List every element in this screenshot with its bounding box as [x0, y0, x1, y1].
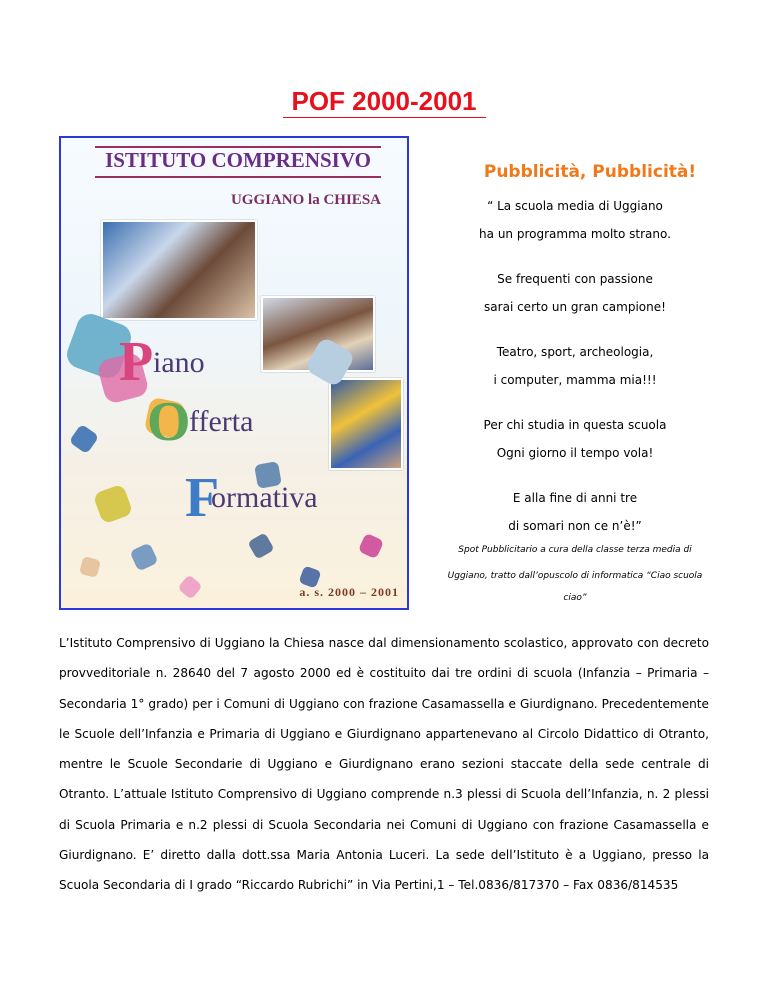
- puzzle-piece-icon: [247, 532, 274, 559]
- puzzle-piece-icon: [177, 574, 202, 599]
- poem-line: Per chi studia in questa scuola: [483, 418, 667, 432]
- poem-line: i computer, mamma mia!!!: [493, 373, 657, 387]
- title-underline: [283, 117, 486, 118]
- poem-line: ha un programma molto strano.: [479, 227, 671, 241]
- cover-letter-f: F: [185, 467, 220, 529]
- cover-word-offerta: fferta: [189, 405, 254, 438]
- puzzle-piece-icon: [92, 483, 133, 524]
- puzzle-piece-icon: [129, 542, 158, 571]
- cover-subheading: UGGIANO la CHIESA: [230, 192, 381, 208]
- ad-credit-line: Spot Pubblicitario a cura della classe terza media di: [458, 545, 692, 555]
- poem-line: Ogni giorno il tempo vola!: [496, 446, 654, 460]
- poem-line: di somari non ce n’è!”: [508, 519, 642, 533]
- puzzle-piece-icon: [79, 556, 101, 578]
- poem-line: “ La scuola media di Uggiano: [487, 199, 663, 213]
- cover-rule-top: [95, 146, 381, 148]
- cover-letter-p: P: [119, 331, 154, 393]
- poem-line: E alla fine di anni tre: [512, 491, 638, 505]
- cover-word-piano: iano: [153, 346, 205, 379]
- puzzle-piece-icon: [69, 424, 100, 455]
- cover-year: a. s. 2000 – 2001: [299, 585, 399, 599]
- cover-rule-bottom: [95, 176, 381, 178]
- body-paragraph: L’Istituto Comprensivo di Uggiano la Chiesa nasce dal dimensionamento scolastico, approvato con decreto provveditoriale n. 28640 del 7 agosto 2000 ed è costituito dai tre ordini di scuola (Infanzia – Primaria – Secondaria 1° grado) per i Comuni di Uggiano con frazione Casamassella e Giurdignano. Precedentemente le Scuole dell’Infanzia e Primaria di Uggiano e Giurdignano appartenevano al Circolo Didattico di Otranto, mentre le Scuole Secondarie di Uggiano e Giurdignano erano sezioni staccate della sede centrale di Otranto. L’attuale Istituto Comprensivo di Uggiano comprende n.3 plessi di Scuola dell’Infanzia, n. 2 plessi di Scuola Primaria e n.2 plessi di Scuola Secondaria nei Comuni di Uggiano con frazione Casamassella e Giurdignano. E’ diretto dalla dott.ssa Maria Antonia Luceri. La sede dell’Istituto è a Uggiano, presso la Scuola Secondaria di I grado “Riccardo Rubrichi” in Via Pertini,1 – Tel.0836/817370 – Fax 0836/814535: [59, 636, 709, 893]
- page-title: POF 2000-2001: [291, 86, 477, 116]
- cover-word-formativa: ormativa: [211, 481, 318, 514]
- cover-heading: ISTITUTO COMPRENSIVO: [105, 148, 371, 172]
- ad-credit-line: Uggiano, tratto dall’opuscolo di informatica “Ciao scuola: [447, 571, 703, 581]
- poem-line: Se frequenti con passione: [497, 272, 653, 286]
- cover-letter-o: O: [147, 391, 191, 453]
- classroom-photo-1: [101, 220, 257, 320]
- puzzle-piece-icon: [358, 533, 385, 560]
- poem-line: sarai certo un gran campione!: [484, 300, 666, 314]
- cover-image: [59, 136, 409, 610]
- classroom-photo-3: [329, 378, 403, 470]
- ad-credit-line: ciao”: [563, 593, 587, 603]
- poem-line: Teatro, sport, archeologia,: [496, 345, 654, 359]
- ad-title: Pubblicità, Pubblicità!: [483, 162, 697, 182]
